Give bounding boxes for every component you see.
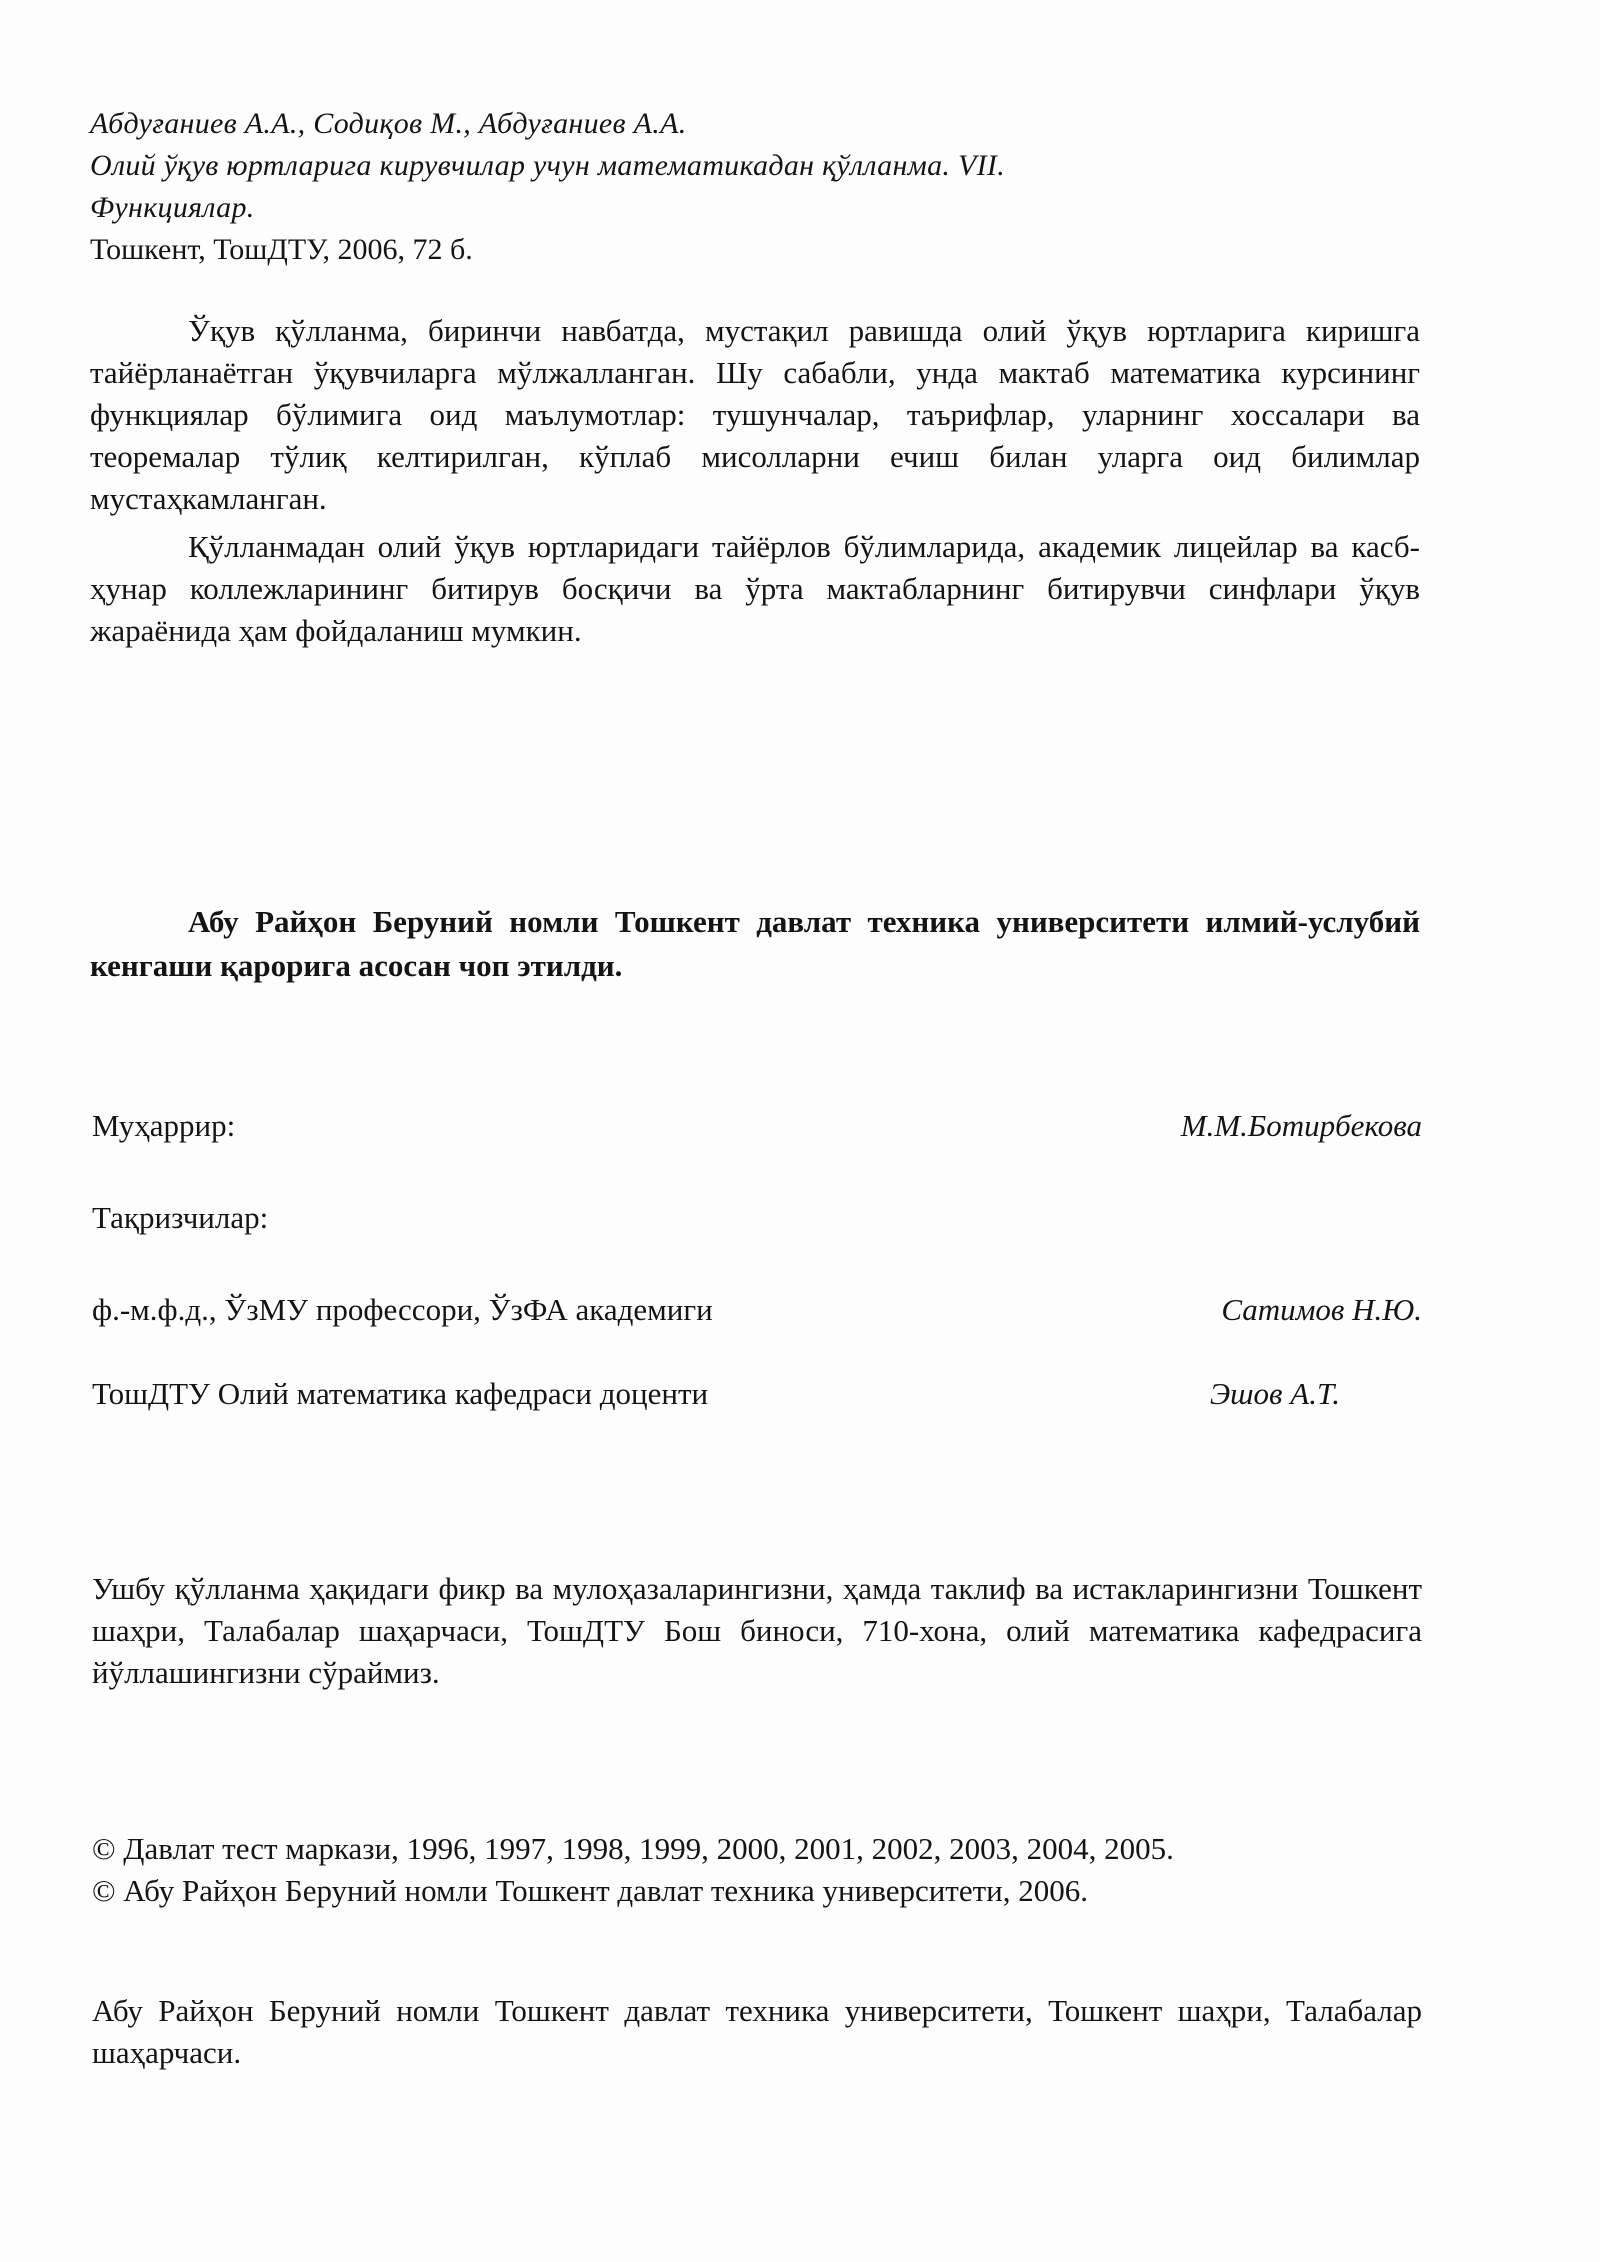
abstract-section [90, 310, 1420, 658]
reviewers-heading-row [92, 1200, 1422, 1242]
copyright-notice [92, 1828, 1422, 1912]
address-text: Абу Райҳон Беруний номли Тошкент давлат техника университети, Тошкент шаҳри, Талабалар шаҳарчаси. [92, 1993, 1422, 2070]
copyright-line: © Давлат тест маркази, 1996, 1997, 1998, 1999, 2000, 2001, 2002, 2003, 2004, 2005. [92, 1831, 1174, 1866]
feedback-request-paragraph: Ушбу қўлланма ҳақидаги фикр ва мулоҳазаларингизни, ҳамда таклиф ва истакларингизни Тошкент шаҳри, Талабалар шаҳарчаси, ТошДТУ Бош биноси, 710-хона, олий математика кафедрасига йўллашингизни сўраймиз. [92, 1571, 1422, 1690]
editor-row [92, 1108, 1422, 1150]
reviewer-name: Сатимов Н.Ю. [1221, 1292, 1422, 1327]
authors-line: Абдуғаниев А.А., Содиқов М., Абдуғаниев А.А. [90, 107, 687, 140]
abstract-paragraph-2: Қўлланмадан олий ўқув юртларидаги тайёрлов бўлимларида, академик лицейлар ва касб-ҳунар коллежларининг битирув босқичи ва ўрта мактабларнинг битирувчи синфлари ўқув жараёнида ҳам фойдаланиш мумкин. [90, 529, 1420, 648]
reviewer-row [92, 1292, 1422, 1334]
reviewer-title: ТошДТУ Олий математика кафедраси доценти [92, 1376, 709, 1411]
reviewers-label: Тақризчилар: [92, 1200, 269, 1235]
editorial-staff [92, 1108, 1422, 1418]
editor-label: Муҳаррир: [92, 1108, 236, 1143]
reviewer-title: ф.-м.ф.д., ЎзМУ профессори, ЎзФА академиги [92, 1292, 713, 1327]
book-title-line: Олий ўқув юртларига кирувчилар учун математикадан қўлланма. VII. [90, 149, 1006, 182]
copyright-line: © Абу Райҳон Беруний номли Тошкент давлат техника университети, 2006. [92, 1873, 1088, 1908]
publication-approval-note: Абу Райҳон Беруний номли Тошкент давлат техника университети илмий-услубий кенгаши қарорига асосан чоп этилди. [90, 904, 1420, 983]
publisher-address [92, 1990, 1422, 2074]
editor-name: М.М.Ботирбекова [1180, 1108, 1422, 1143]
book-subtitle-line: Функциялар. [90, 191, 255, 224]
reviewer-name: Эшов А.Т. [1209, 1376, 1340, 1411]
publication-line: Тошкент, ТошДТУ, 2006, 72 б. [90, 233, 473, 266]
abstract-paragraph-1: Ўқув қўлланма, биринчи навбатда, мустақил равишда олий ўқув юртларига киришга тайёрланаётган ўқувчиларга мўлжалланган. Шу сабабли, унда мактаб математика курсининг функциялар бўлимига оид маълумотлар: тушунчалар, таърифлар, уларнинг хоссалари ва теоремалар тўлиқ келтирилган, кўплаб мисолларни ечиш билан уларга оид билимлар мустаҳкамланган. [90, 313, 1420, 516]
bibliographic-record [90, 103, 1420, 271]
reviewer-row [92, 1376, 1422, 1418]
